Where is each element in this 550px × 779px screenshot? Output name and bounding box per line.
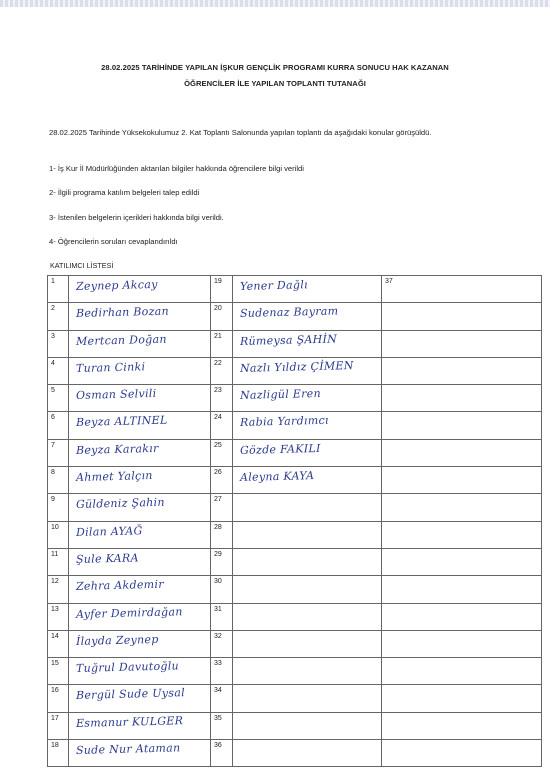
participant-signature-right (233, 412, 382, 439)
row-number-left: 18 (48, 740, 69, 767)
handwritten-name: Dilan AYAĞ (75, 523, 143, 539)
participant-signature-left (69, 494, 211, 521)
table-row (48, 576, 542, 603)
participant-signature-left (69, 303, 211, 330)
row-number-left: 1 (48, 276, 69, 303)
table-row (48, 548, 542, 575)
row-number-right (382, 548, 542, 575)
agenda-item-3: 3- İstenilen belgelerin içerikleri hakkında bilgi verildi. (49, 213, 224, 222)
row-number-right (382, 630, 542, 657)
table-row (48, 685, 542, 712)
row-number-left: 17 (48, 712, 69, 739)
handwritten-name: Tuğrul Davutoğlu (75, 659, 180, 676)
handwritten-name: Beyza ALTINEL (75, 414, 168, 430)
table-row (48, 303, 542, 330)
row-number-right (382, 357, 542, 384)
participant-signature-right (233, 521, 382, 548)
participants-table-body (48, 276, 542, 767)
agenda-item-4: 4- Öğrencilerin soruları cevaplandırıldı (49, 237, 178, 246)
participant-signature-right (233, 467, 382, 494)
handwritten-name: Yener Dağlı (239, 278, 309, 293)
participant-signature-left (69, 548, 211, 575)
row-number-right (382, 412, 542, 439)
participant-signature-left (69, 658, 211, 685)
handwritten-name: Mertcan Doğan (75, 332, 167, 348)
row-number-right (382, 685, 542, 712)
row-number-right (382, 712, 542, 739)
row-number-left: 12 (48, 576, 69, 603)
participant-signature-right (233, 712, 382, 739)
table-row (48, 521, 542, 548)
participant-signature-right (233, 357, 382, 384)
participants-table (47, 275, 542, 767)
handwritten-name: Nazligül Eren (239, 387, 322, 403)
agenda-item-2: 2- İlgili programa katılım belgeleri talep edildi (49, 188, 200, 197)
table-row (48, 712, 542, 739)
handwritten-name: Güldeniz Şahin (75, 496, 165, 512)
row-number-right (382, 439, 542, 466)
table-row (48, 467, 542, 494)
handwritten-name: Beyza Karakır (75, 441, 159, 457)
table-row (48, 494, 542, 521)
row-number-right: 37 (382, 276, 542, 303)
participant-signature-left (69, 740, 211, 767)
handwritten-name: Zehra Akdemir (75, 577, 164, 594)
participant-signature-left (69, 712, 211, 739)
handwritten-name: Sudenaz Bayram (239, 304, 339, 321)
row-number-left: 3 (48, 330, 69, 357)
participant-signature-right (233, 630, 382, 657)
handwritten-name: Zeynep Akcay (75, 277, 158, 293)
table-row (48, 603, 542, 630)
row-number-left: 14 (48, 630, 69, 657)
participant-signature-right (233, 685, 382, 712)
handwritten-name: Osman Selvili (75, 387, 157, 403)
row-number-left: 5 (48, 385, 69, 412)
table-row (48, 357, 542, 384)
participant-signature-right (233, 658, 382, 685)
row-number-right (382, 385, 542, 412)
handwritten-name: Aleyna KAYA (239, 469, 315, 485)
row-number-middle: 27 (211, 494, 233, 521)
row-number-left: 10 (48, 521, 69, 548)
row-number-right (382, 330, 542, 357)
handwritten-name: Nazlı Yıldız ÇİMEN (239, 358, 354, 375)
row-number-left: 7 (48, 439, 69, 466)
participant-signature-right (233, 276, 382, 303)
participant-signature-left (69, 576, 211, 603)
participants-heading: KATILIMCI LİSTESİ (50, 261, 114, 270)
participant-signature-left (69, 603, 211, 630)
handwritten-name: Bergül Sude Uysal (75, 686, 186, 703)
participant-signature-right (233, 576, 382, 603)
table-row (48, 330, 542, 357)
row-number-right (382, 303, 542, 330)
row-number-middle: 35 (211, 712, 233, 739)
row-number-middle: 36 (211, 740, 233, 767)
row-number-middle: 19 (211, 276, 233, 303)
document-title-line1: 28.02.2025 TARİHİNDE YAPILAN İŞKUR GENÇLİK PROGRAMI KURRA SONUCU HAK KAZANAN (101, 63, 449, 72)
row-number-left: 4 (48, 357, 69, 384)
table-row (48, 276, 542, 303)
row-number-middle: 24 (211, 412, 233, 439)
row-number-left: 2 (48, 303, 69, 330)
row-number-right (382, 467, 542, 494)
handwritten-name: Turan Cinki (75, 360, 146, 375)
row-number-middle: 21 (211, 330, 233, 357)
row-number-right (382, 658, 542, 685)
participant-signature-right (233, 385, 382, 412)
table-row (48, 385, 542, 412)
row-number-left: 8 (48, 467, 69, 494)
handwritten-name: Sude Nur Ataman (75, 741, 181, 758)
row-number-right (382, 603, 542, 630)
participant-signature-left (69, 685, 211, 712)
participant-signature-right (233, 303, 382, 330)
row-number-middle: 22 (211, 357, 233, 384)
row-number-left: 6 (48, 412, 69, 439)
table-row (48, 630, 542, 657)
row-number-middle: 31 (211, 603, 233, 630)
row-number-middle: 28 (211, 521, 233, 548)
table-row (48, 439, 542, 466)
participant-signature-right (233, 330, 382, 357)
row-number-middle: 33 (211, 658, 233, 685)
row-number-middle: 25 (211, 439, 233, 466)
handwritten-name: Rabia Yardımcı (239, 414, 329, 430)
participant-signature-left (69, 276, 211, 303)
participant-signature-left (69, 357, 211, 384)
row-number-middle: 29 (211, 548, 233, 575)
table-row (48, 412, 542, 439)
row-number-middle: 32 (211, 630, 233, 657)
row-number-left: 16 (48, 685, 69, 712)
participant-signature-right (233, 548, 382, 575)
handwritten-name: Ahmet Yalçın (75, 469, 153, 485)
participant-signature-left (69, 630, 211, 657)
participant-signature-right (233, 439, 382, 466)
row-number-left: 9 (48, 494, 69, 521)
participant-signature-left (69, 467, 211, 494)
row-number-left: 11 (48, 548, 69, 575)
participant-signature-left (69, 330, 211, 357)
scan-header-band (0, 0, 550, 7)
handwritten-name: Şule KARA (75, 551, 139, 566)
participant-signature-right (233, 740, 382, 767)
intro-paragraph: 28.02.2025 Tarihinde Yüksekokulumuz 2. Kat Toplantı Salonunda yapılan toplantı da aşağıdaki konular görüşüldü. (49, 128, 432, 137)
agenda-item-1: 1- İş Kur İl Müdürlüğünden aktarılan bilgiler hakkında öğrencilere bilgi verildi (49, 164, 304, 173)
participant-signature-right (233, 603, 382, 630)
row-number-right (382, 576, 542, 603)
participant-signature-left (69, 439, 211, 466)
participant-signature-right (233, 494, 382, 521)
row-number-middle: 23 (211, 385, 233, 412)
row-number-right (382, 494, 542, 521)
row-number-left: 13 (48, 603, 69, 630)
table-row (48, 658, 542, 685)
participant-signature-left (69, 412, 211, 439)
participant-signature-left (69, 521, 211, 548)
row-number-left: 15 (48, 658, 69, 685)
handwritten-name: Esmanur KULGER (75, 713, 184, 730)
handwritten-name: Rümeysa ŞAHİN (239, 332, 338, 348)
row-number-middle: 20 (211, 303, 233, 330)
row-number-middle: 26 (211, 467, 233, 494)
row-number-right (382, 521, 542, 548)
handwritten-name: Gözde FAKILI (239, 441, 321, 457)
handwritten-name: Ayfer Demirdağan (75, 604, 183, 621)
handwritten-name: Bedirhan Bozan (75, 304, 170, 321)
row-number-middle: 30 (211, 576, 233, 603)
table-row (48, 740, 542, 767)
row-number-right (382, 740, 542, 767)
participant-signature-left (69, 385, 211, 412)
row-number-middle: 34 (211, 685, 233, 712)
document-title-line2: ÖĞRENCİLER İLE YAPILAN TOPLANTI TUTANAĞI (184, 79, 366, 88)
handwritten-name: İlayda Zeynep (75, 632, 159, 648)
